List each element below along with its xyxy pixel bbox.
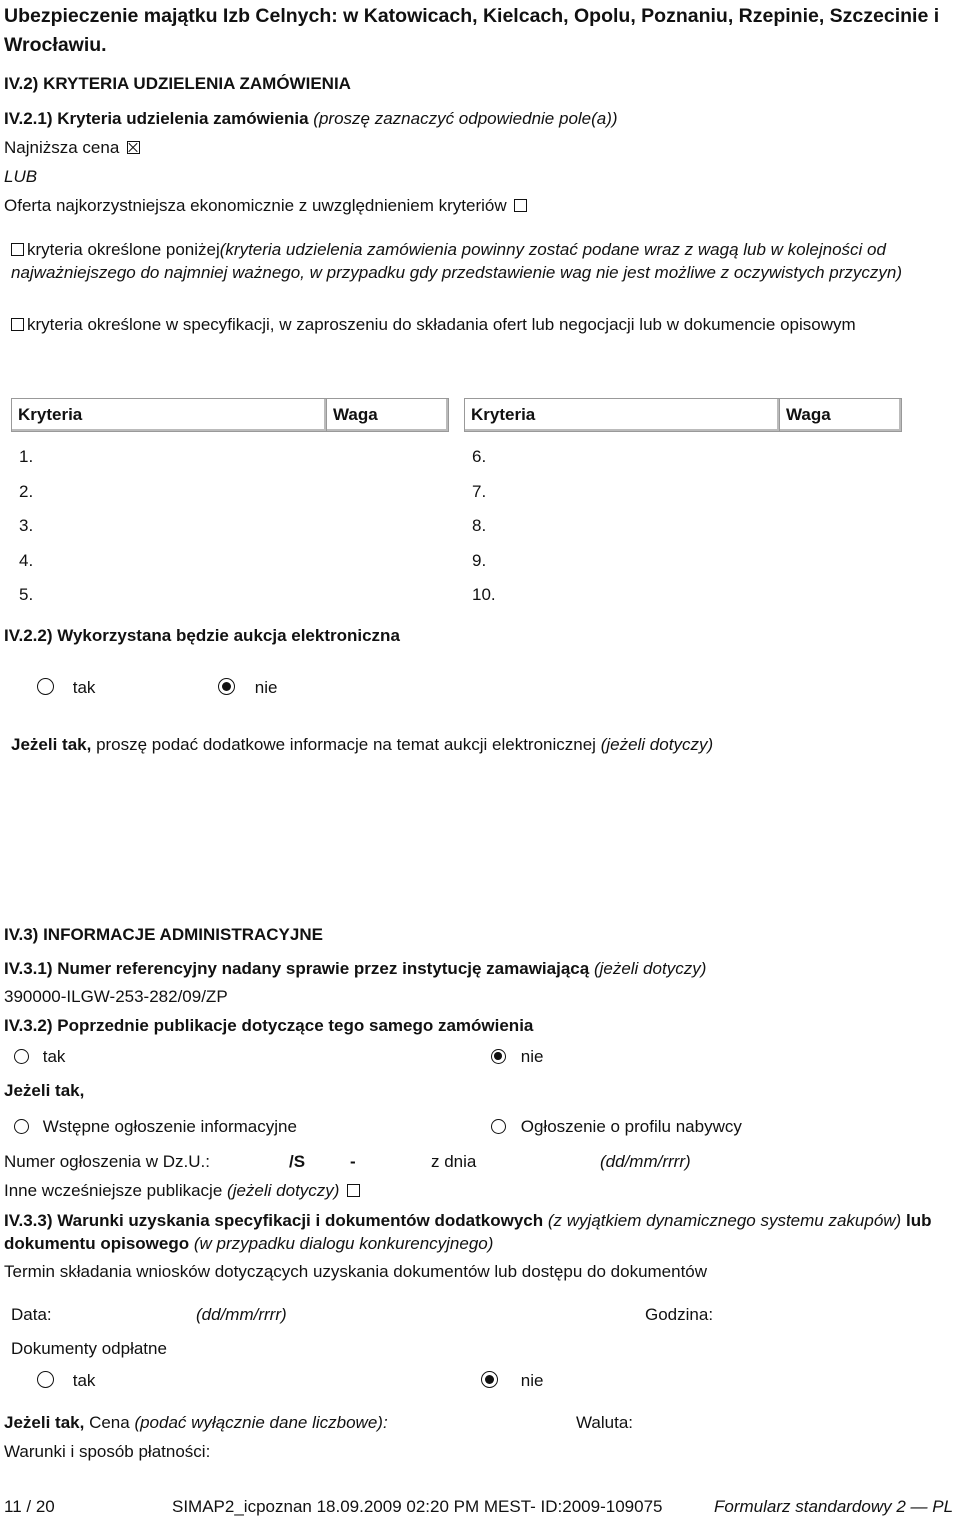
table-row: 1.: [19, 447, 34, 466]
table-row: 5.: [19, 585, 34, 604]
date-format: (dd/mm/rrrr): [600, 1152, 691, 1171]
prev-yes-radio[interactable]: [14, 1049, 29, 1064]
buyer-profile-radio[interactable]: [491, 1119, 506, 1134]
table-row: 10.: [472, 585, 496, 604]
data-format: (dd/mm/rrrr): [196, 1305, 287, 1324]
prev-no-label: nie: [520, 1047, 544, 1066]
document-title: Ubezpieczenie majątku Izb Celnych: w Katowicach, Kielcach, Opolu, Poznaniu, Rzepinie, Szczecinie i Wrocławiu.: [4, 5, 940, 56]
table-row: 6.: [472, 447, 487, 466]
prior-notice-radio[interactable]: [14, 1119, 29, 1134]
footer-page: 11 / 20: [4, 1497, 55, 1516]
paid-yes-label: tak: [72, 1371, 96, 1390]
iv33-note2: (w przypadku dialogu konkurencyjnego): [193, 1234, 494, 1253]
best-offer-label: Oferta najkorzystniejsza ekonomicznie z uwzględnieniem kryteriów: [4, 196, 507, 215]
criteria-below-note: (kryteria udzielenia zamówienia powinny zostać podane wraz z wagą lub w kolejności od najważniejszego do najmniej ważnego, w przypadku gdy przedstawienie wag nie jest możliwe z oczywistych przyczyn): [11, 240, 903, 282]
prev-no-option[interactable]: [491, 1047, 543, 1067]
iv21-note: (proszę zaznaczyć odpowiednie pole(a)): [313, 109, 618, 128]
other-pubs-note: (jeżeli dotyczy): [227, 1181, 340, 1200]
iv31-line: [4, 959, 706, 979]
buyer-profile-option[interactable]: [491, 1117, 742, 1137]
footer-doc-id: SIMAP2_icpoznan 18.09.2009 02:20 PM MEST- ID:2009-109075: [172, 1497, 663, 1516]
payment-label: Warunki i sposób płatności:: [4, 1442, 211, 1461]
table-row: 8.: [472, 516, 487, 535]
paid-no-label: nie: [520, 1371, 544, 1390]
criteria-spec-checkbox[interactable]: [11, 318, 24, 331]
time-label: Godzina:: [645, 1305, 714, 1324]
iv22-heading: IV.2.2) Wykorzystana będzie aukcja elektroniczna: [4, 626, 400, 645]
slash-s-label: /S: [289, 1152, 306, 1171]
table-row: 9.: [472, 550, 487, 570]
price-line: [4, 1413, 388, 1433]
table-row: 4.: [19, 550, 34, 570]
prior-notice-label: Wstępne ogłoszenie informacyjne: [42, 1117, 297, 1136]
dash-label: -: [350, 1152, 356, 1171]
other-pubs-line: [4, 1181, 363, 1201]
deadline-text: Termin składania wniosków dotyczących uzyskania dokumentów lub dostępu do dokumentów: [4, 1262, 708, 1281]
auction-yes-option[interactable]: [37, 678, 95, 698]
paid-no-option[interactable]: [481, 1371, 543, 1391]
paid-yes-option[interactable]: [37, 1371, 95, 1391]
price-note: (podać wyłącznie dane liczbowe):: [134, 1413, 388, 1432]
criteria-below-label: kryteria określone poniżej: [27, 240, 220, 259]
price-bold: Jeżeli tak,: [4, 1413, 85, 1432]
iv32-heading: IV.3.2) Poprzednie publikacje dotyczące tego samego zamówienia: [4, 1016, 534, 1035]
auction-yes-label: tak: [72, 678, 96, 697]
iv33-bold2: lub dokumentu opisowego: [4, 1211, 932, 1253]
other-pubs-label: Inne wcześniejsze publikacje: [4, 1181, 223, 1200]
right-criteria-header: Kryteria: [464, 398, 780, 432]
paid-docs-label: Dokumenty odpłatne: [11, 1339, 167, 1358]
lowest-price-line: [4, 138, 143, 158]
price-label: Cena: [89, 1413, 130, 1432]
auction-info-bold: Jeżeli tak,: [11, 735, 92, 754]
iv21-heading: IV.2.1) Kryteria udzielenia zamówienia: [4, 109, 309, 128]
iv31-heading: IV.3.1) Numer referencyjny nadany sprawie przez instytucję zamawiającą: [4, 959, 590, 978]
prev-no-radio[interactable]: [491, 1049, 506, 1064]
buyer-profile-label: Ogłoszenie o profilu nabywcy: [520, 1117, 742, 1136]
table-row: 2.: [19, 481, 34, 501]
notice-number-label: Numer ogłoszenia w Dz.U.:: [4, 1152, 210, 1171]
lowest-price-checkbox[interactable]: [127, 141, 140, 154]
left-criteria-header: Kryteria: [11, 398, 327, 432]
table-row: 7.: [472, 481, 487, 501]
section-iv3-heading: IV.3) INFORMACJE ADMINISTRACYJNE: [4, 925, 323, 944]
footer-form: Formularz standardowy 2 — PL: [714, 1497, 954, 1516]
data-label: Data:: [11, 1305, 52, 1324]
criteria-below-checkbox[interactable]: [11, 243, 24, 256]
left-weight-header: Waga: [326, 398, 449, 432]
paid-no-radio[interactable]: [481, 1371, 498, 1388]
best-offer-line: [4, 196, 530, 216]
prior-notice-option[interactable]: [14, 1117, 297, 1137]
iv33-note1: (z wyjątkiem dynamicznego systemu zakupów): [547, 1211, 902, 1230]
prev-yes-label: tak: [42, 1047, 66, 1066]
auction-no-radio[interactable]: [218, 678, 235, 695]
section-iv2-heading: IV.2) KRYTERIA UDZIELENIA ZAMÓWIENIA: [4, 74, 351, 93]
paid-yes-radio[interactable]: [37, 1371, 54, 1388]
if-yes-label: Jeżeli tak,: [4, 1081, 85, 1100]
reference-number: 390000-ILGW-253-282/09/ZP: [4, 987, 228, 1006]
left-criteria-rows: [19, 440, 33, 613]
best-offer-checkbox[interactable]: [514, 199, 527, 212]
other-pubs-checkbox[interactable]: [347, 1184, 360, 1197]
lowest-price-label: Najniższa cena: [4, 138, 120, 157]
iv31-note: (jeżeli dotyczy): [593, 959, 707, 978]
auction-info-text: proszę podać dodatkowe informacje na temat aukcji elektronicznej: [96, 735, 596, 754]
criteria-spec-paragraph: [11, 313, 931, 336]
or-label: LUB: [4, 167, 38, 186]
table-row: 3.: [19, 516, 34, 535]
iv33-paragraph: [4, 1209, 949, 1255]
date-label: z dnia: [431, 1152, 477, 1171]
auction-info-note: (jeżeli dotyczy): [600, 735, 714, 754]
criteria-below-paragraph: [11, 238, 951, 284]
iv33-heading: IV.3.3) Warunki uzyskania specyfikacji i dokumentów dodatkowych: [4, 1211, 544, 1230]
auction-no-option[interactable]: [218, 678, 277, 698]
auction-yes-radio[interactable]: [37, 678, 54, 695]
auction-no-label: nie: [254, 678, 278, 697]
right-criteria-rows: [472, 440, 496, 613]
iv21-line: [4, 109, 618, 129]
criteria-spec-label: kryteria określone w specyfikacji, w zaproszeniu do składania ofert lub negocjacji lub w dokumencie opisowym: [27, 315, 856, 334]
auction-info-line: [11, 735, 713, 755]
currency-label: Waluta:: [576, 1413, 634, 1432]
right-weight-header: Waga: [779, 398, 902, 432]
prev-yes-option[interactable]: [14, 1047, 65, 1067]
